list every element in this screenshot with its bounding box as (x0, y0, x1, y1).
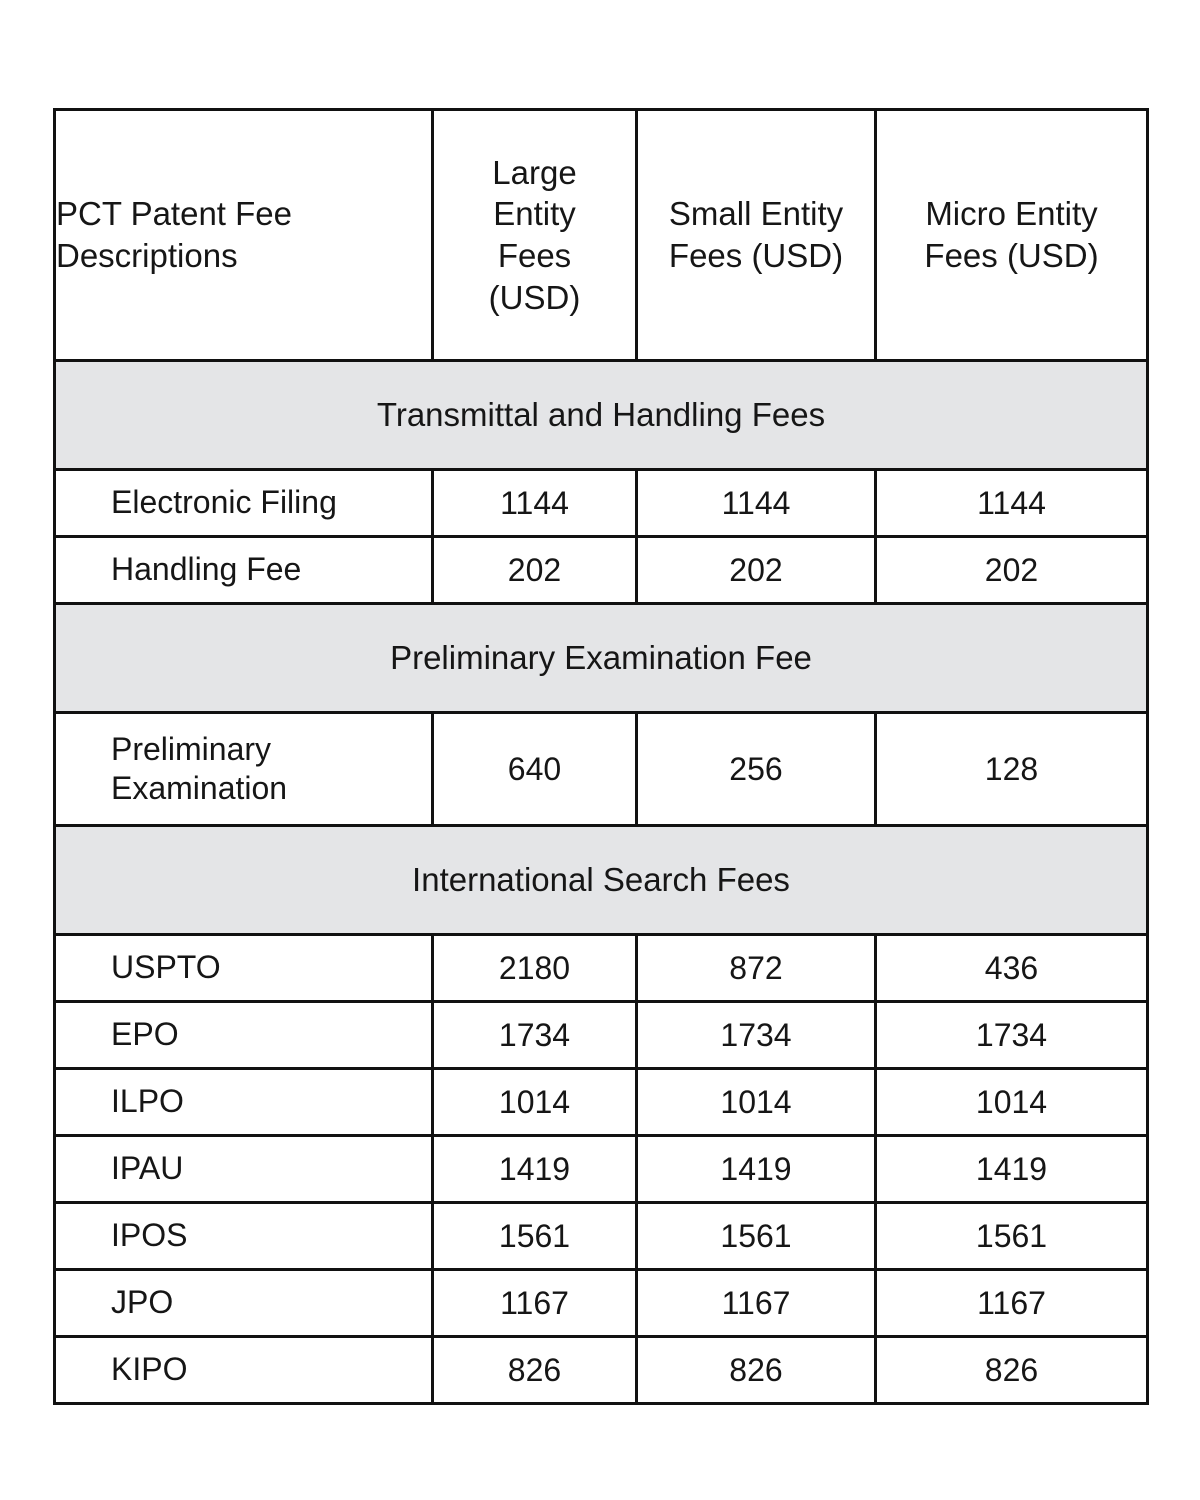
fee-description-cell: KIPO (55, 1337, 433, 1404)
fee-description-cell: Electronic Filing (55, 470, 433, 537)
large-entity-fee-cell: 202 (433, 537, 637, 604)
fee-description-cell: JPO (55, 1270, 433, 1337)
column-header-large-entity: Large Entity Fees (USD) (433, 110, 637, 361)
micro-entity-fee-cell: 202 (876, 537, 1148, 604)
small-entity-fee-cell: 1561 (637, 1203, 876, 1270)
large-entity-fee-cell: 1561 (433, 1203, 637, 1270)
fee-table-container (53, 108, 1146, 1405)
small-entity-fee-cell: 202 (637, 537, 876, 604)
column-header-small-entity: Small Entity Fees (USD) (637, 110, 876, 361)
table-row (55, 1002, 1148, 1069)
large-entity-fee-cell: 1734 (433, 1002, 637, 1069)
fee-description-cell: USPTO (55, 935, 433, 1002)
table-row (55, 1337, 1148, 1404)
section-header-row (55, 604, 1148, 713)
table-row (55, 1270, 1148, 1337)
small-entity-fee-cell: 826 (637, 1337, 876, 1404)
large-entity-fee-cell: 1167 (433, 1270, 637, 1337)
large-entity-fee-cell: 2180 (433, 935, 637, 1002)
small-entity-fee-cell: 1144 (637, 470, 876, 537)
fee-description-cell: ILPO (55, 1069, 433, 1136)
large-entity-fee-cell: 1014 (433, 1069, 637, 1136)
table-row (55, 935, 1148, 1002)
table-row (55, 713, 1148, 826)
small-entity-fee-cell: 872 (637, 935, 876, 1002)
micro-entity-fee-cell: 1144 (876, 470, 1148, 537)
small-entity-fee-cell: 1419 (637, 1136, 876, 1203)
small-entity-fee-cell: 256 (637, 713, 876, 826)
large-entity-fee-cell: 640 (433, 713, 637, 826)
fee-description-cell: EPO (55, 1002, 433, 1069)
micro-entity-fee-cell: 1734 (876, 1002, 1148, 1069)
section-header-row (55, 361, 1148, 470)
fee-description-cell: IPOS (55, 1203, 433, 1270)
table-row (55, 1136, 1148, 1203)
section-header-label: Transmittal and Handling Fees (55, 361, 1148, 470)
section-header-label: Preliminary Examination Fee (55, 604, 1148, 713)
micro-entity-fee-cell: 826 (876, 1337, 1148, 1404)
column-header-description: PCT Patent Fee Descriptions (55, 110, 433, 361)
large-entity-fee-cell: 1144 (433, 470, 637, 537)
micro-entity-fee-cell: 436 (876, 935, 1148, 1002)
fee-description-cell: Preliminary Examination (55, 713, 433, 826)
micro-entity-fee-cell: 128 (876, 713, 1148, 826)
section-header-label: International Search Fees (55, 826, 1148, 935)
micro-entity-fee-cell: 1419 (876, 1136, 1148, 1203)
small-entity-fee-cell: 1734 (637, 1002, 876, 1069)
large-entity-fee-cell: 1419 (433, 1136, 637, 1203)
fee-description-cell: IPAU (55, 1136, 433, 1203)
table-row (55, 537, 1148, 604)
table-row (55, 1069, 1148, 1136)
table-header-row (55, 110, 1148, 361)
small-entity-fee-cell: 1167 (637, 1270, 876, 1337)
micro-entity-fee-cell: 1561 (876, 1203, 1148, 1270)
pct-patent-fee-table (53, 108, 1149, 1405)
table-row (55, 470, 1148, 537)
micro-entity-fee-cell: 1014 (876, 1069, 1148, 1136)
micro-entity-fee-cell: 1167 (876, 1270, 1148, 1337)
fee-description-cell: Handling Fee (55, 537, 433, 604)
small-entity-fee-cell: 1014 (637, 1069, 876, 1136)
table-row (55, 1203, 1148, 1270)
large-entity-fee-cell: 826 (433, 1337, 637, 1404)
column-header-micro-entity: Micro Entity Fees (USD) (876, 110, 1148, 361)
section-header-row (55, 826, 1148, 935)
